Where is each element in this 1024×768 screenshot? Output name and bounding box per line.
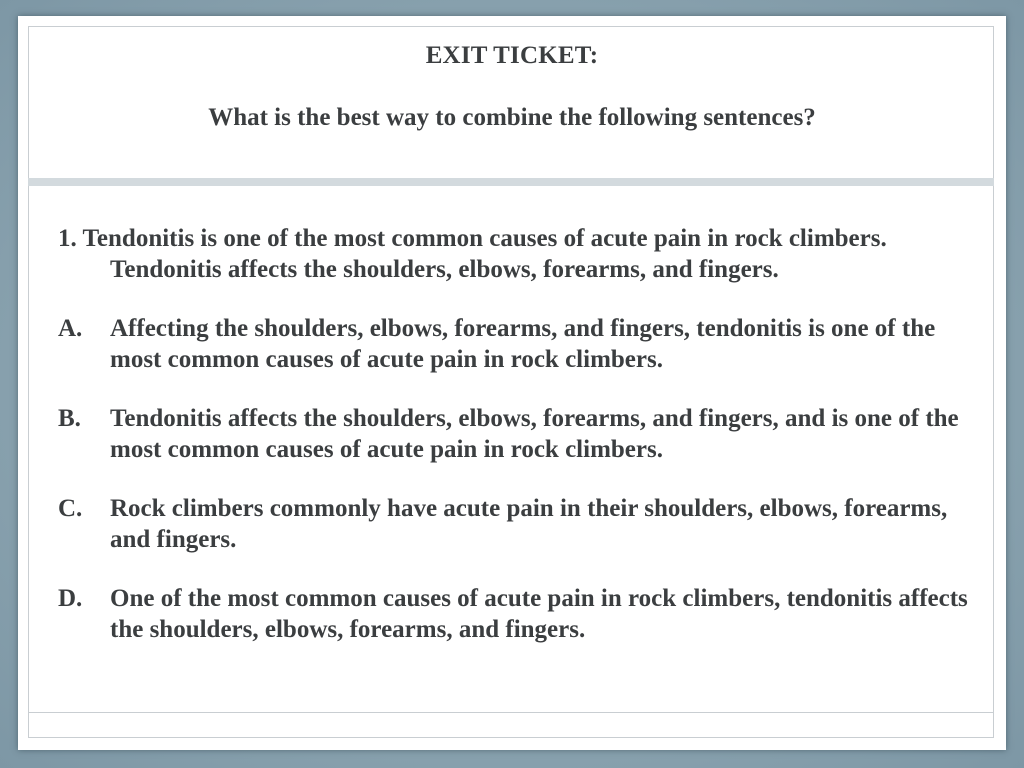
answer-option-a <box>58 314 978 375</box>
slide-question: What is the best way to combine the following sentences? <box>208 104 816 131</box>
option-text: Rock climbers commonly have acute pain in their shoulders, elbows, forearms, and fingers. <box>110 495 948 553</box>
slide-body <box>58 224 978 674</box>
answer-option-b <box>58 404 978 465</box>
slide <box>18 16 1006 750</box>
option-letter: B. <box>58 405 81 432</box>
option-letter: D. <box>58 585 83 612</box>
option-text: Affecting the shoulders, elbows, forearms, and fingers, tendonitis is one of the most common causes of acute pain in rock climbers. <box>110 315 936 373</box>
option-letter: A. <box>58 315 83 342</box>
option-letter: C. <box>58 495 83 522</box>
prompt-sentences: 1. Tendonitis is one of the most common causes of acute pain in rock climbers. Tendonitis affects the shoulders, elbows, forearms, and fingers. <box>58 225 887 283</box>
option-text: One of the most common causes of acute pain in rock climbers, tendonitis affects the shoulders, elbows, forearms, and fingers. <box>110 585 968 643</box>
slide-header <box>18 16 1006 178</box>
answer-option-c <box>58 494 978 555</box>
footer-divider <box>28 712 994 713</box>
header-divider <box>28 178 994 186</box>
option-text: Tendonitis affects the shoulders, elbows, forearms, and fingers, and is one of the most common causes of acute pain in rock climbers. <box>110 405 959 463</box>
slide-title: EXIT TICKET: <box>425 42 599 69</box>
answer-option-d <box>58 584 978 645</box>
